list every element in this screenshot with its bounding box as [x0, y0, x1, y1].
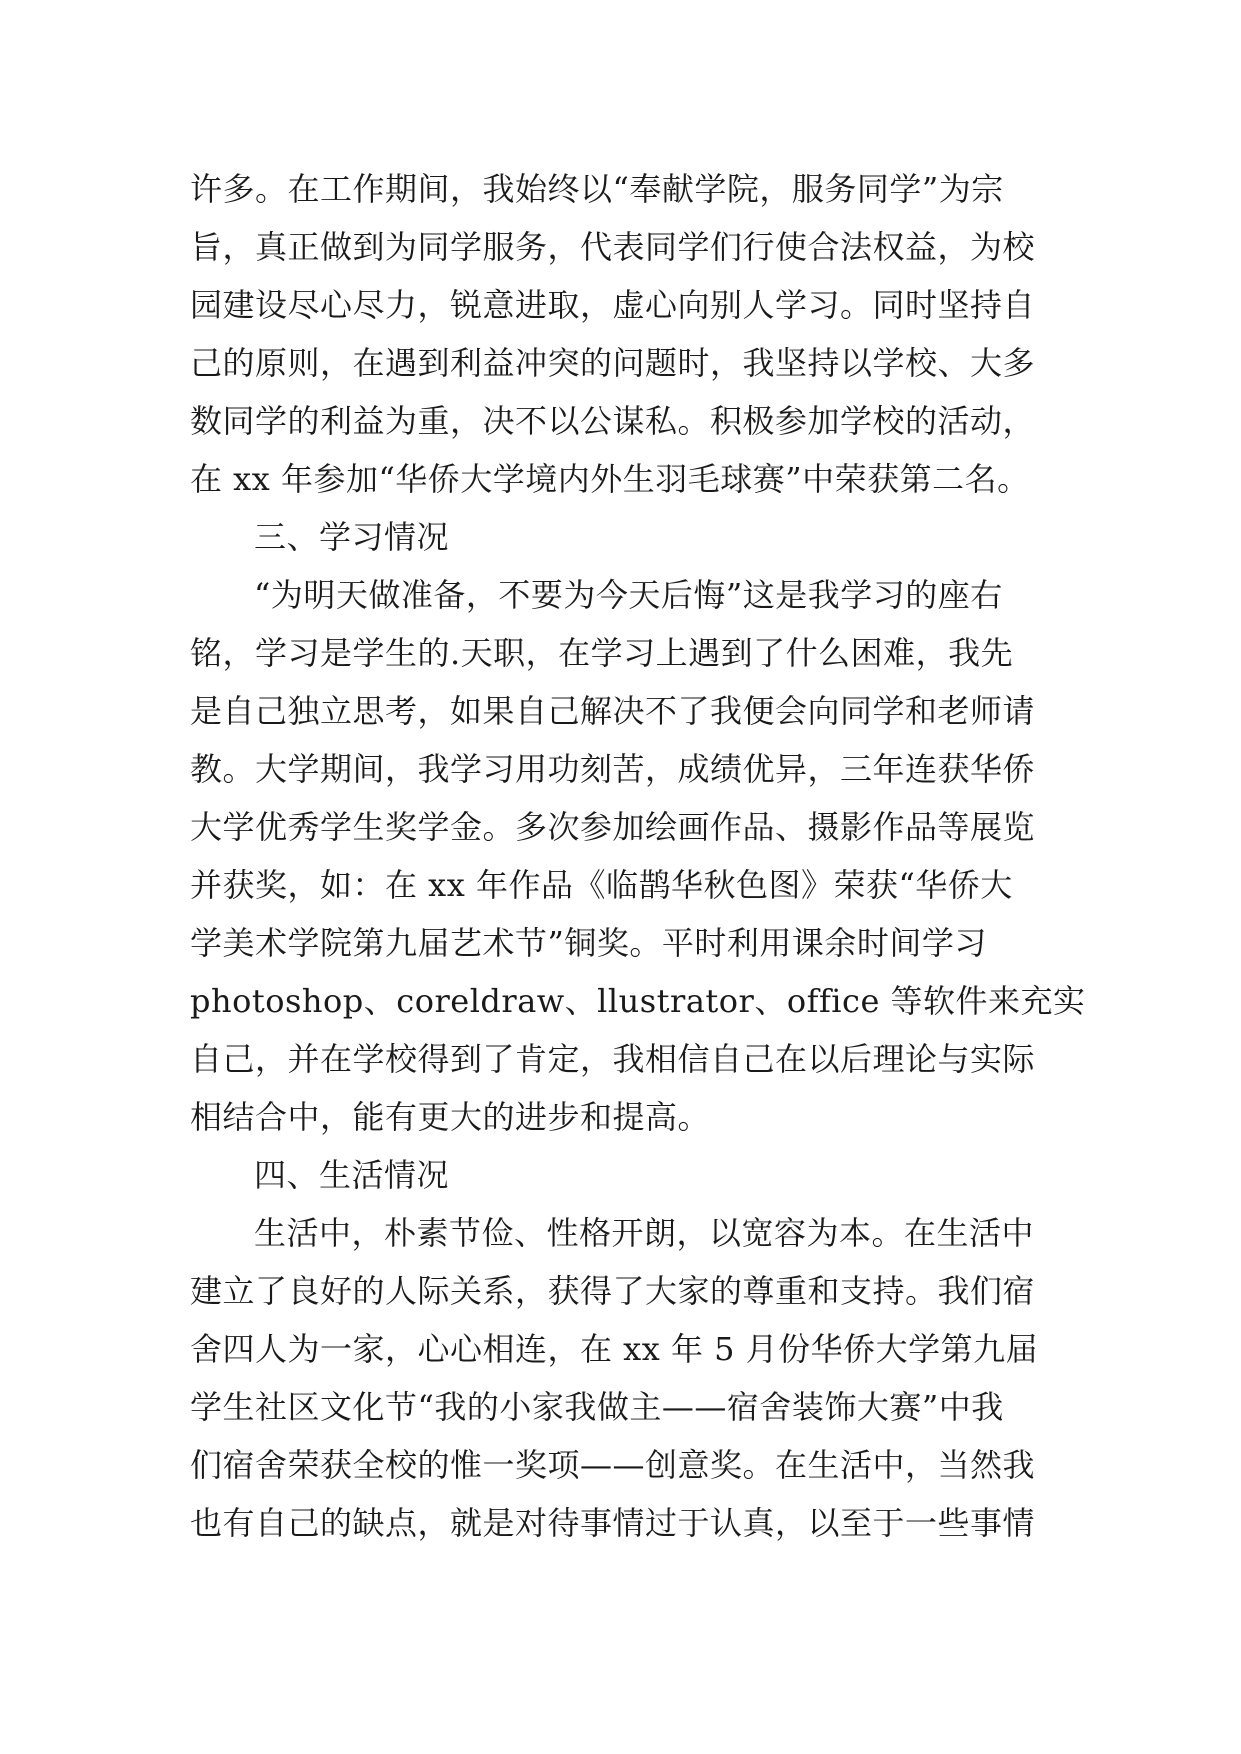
- text-line: 教。大学期间，我学习用功刻苦，成绩优异，三年连获华侨: [190, 750, 1036, 788]
- text-line: 己的原则，在遇到利益冲突的问题时，我坚持以学校、大多: [190, 344, 1036, 382]
- text-line: 学美术学院第九届艺术节”铜奖。平时利用课余时间学习: [190, 924, 987, 962]
- text-line: 园建设尽心尽力，锐意进取，虚心向别人学习。同时坚持自: [190, 286, 1036, 324]
- text-line: photoshop、coreldraw、llustrator、office 等软件来充实: [190, 982, 1086, 1020]
- text-line: 们宿舍荣获全校的惟一奖项——创意奖。在生活中，当然我: [190, 1446, 1036, 1484]
- text-line: 在 xx 年参加“华侨大学境内外生羽毛球赛”中荣获第二名。: [190, 460, 1030, 498]
- text-line: 建立了良好的人际关系，获得了大家的尊重和支持。我们宿: [190, 1272, 1036, 1310]
- section-heading: 四、生活情况: [254, 1156, 450, 1194]
- text-line: 生活中，朴素节俭、性格开朗，以宽容为本。在生活中: [254, 1214, 1035, 1252]
- text-line: 数同学的利益为重，决不以公谋私。积极参加学校的活动，: [190, 402, 1036, 440]
- text-line: 也有自己的缺点，就是对待事情过于认真，以至于一些事情: [190, 1504, 1036, 1542]
- section-heading: 三、学习情况: [254, 518, 450, 556]
- text-line: 铭，学习是学生的.天职，在学习上遇到了什么困难，我先: [190, 634, 1014, 672]
- text-line: 自己，并在学校得到了肯定，我相信自己在以后理论与实际: [190, 1040, 1036, 1078]
- body-text: [190, 160, 1086, 1552]
- text-line: 许多。在工作期间，我始终以“奉献学院，服务同学”为宗: [190, 170, 1004, 208]
- text-line: 是自己独立思考，如果自己解决不了我便会向同学和老师请: [190, 692, 1036, 730]
- text-line: 并获奖，如：在 xx 年作品《临鹊华秋色图》荣获“华侨大: [190, 866, 1013, 904]
- text-line: 大学优秀学生奖学金。多次参加绘画作品、摄影作品等展览: [190, 808, 1036, 846]
- text-line: 旨，真正做到为同学服务，代表同学们行使合法权益，为校: [190, 228, 1036, 266]
- text-line: 相结合中，能有更大的进步和提高。: [190, 1098, 711, 1136]
- text-line: 舍四人为一家，心心相连，在 xx 年 5 月份华侨大学第九届: [190, 1330, 1039, 1368]
- text-line: 学生社区文化节“我的小家我做主——宿舍装饰大赛”中我: [190, 1388, 1004, 1426]
- text-line: “为明天做准备，不要为今天后悔”这是我学习的座右: [254, 576, 1003, 614]
